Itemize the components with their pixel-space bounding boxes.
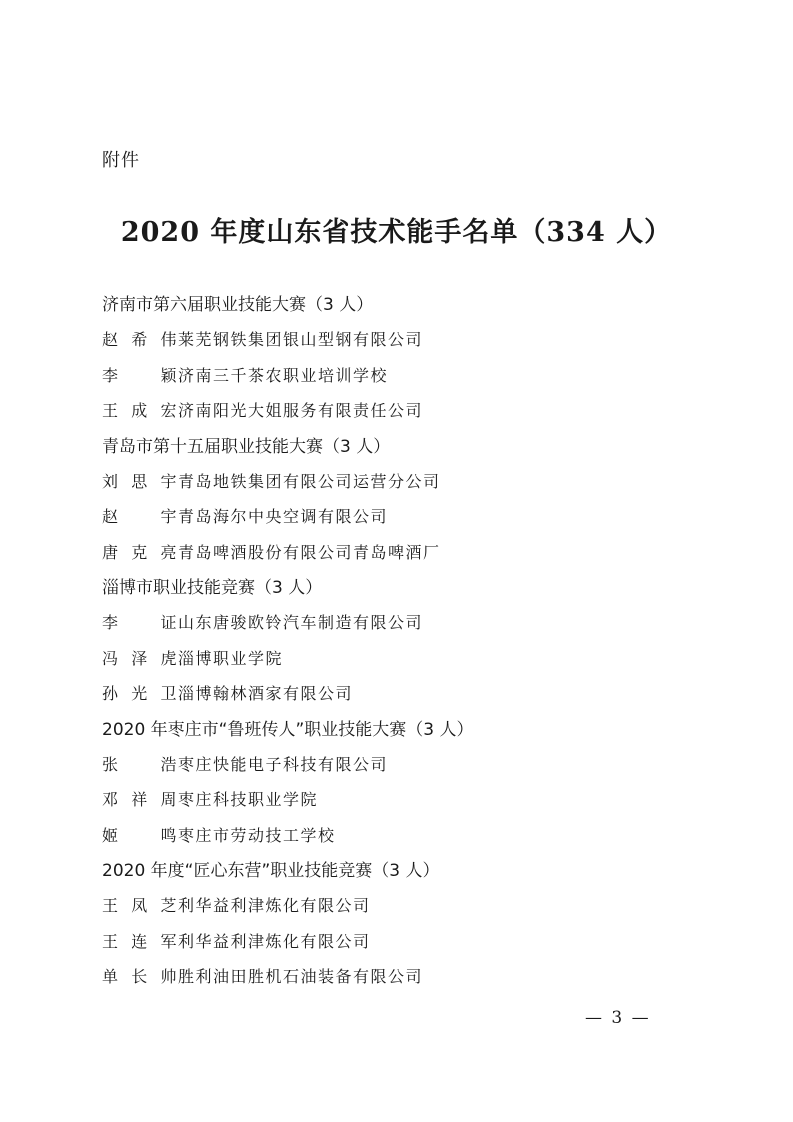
- section-title: 2020 年枣庄市“鲁班传人”职业技能大赛（3 人）: [102, 719, 474, 740]
- list-item: [102, 467, 702, 503]
- award-list: [102, 290, 702, 998]
- list-item: [102, 785, 702, 821]
- attachment-label: 附件: [102, 150, 140, 171]
- person-organization: 胜利油田胜机石油装备有限公司: [178, 967, 424, 986]
- person-name: 唐克亮: [102, 542, 178, 562]
- list-item: [102, 538, 702, 574]
- person-name: 张 浩: [102, 754, 178, 774]
- list-item: [102, 891, 702, 927]
- person-name: 赵 宇: [102, 507, 178, 526]
- person-name: 赵希伟: [102, 330, 178, 349]
- person-organization: 利华益利津炼化有限公司: [178, 896, 371, 915]
- person-organization: 枣庄快能电子科技有限公司: [178, 754, 389, 774]
- section-title: 青岛市第十五届职业技能大赛（3 人）: [102, 436, 391, 457]
- person-name: 王凤芝: [102, 896, 178, 915]
- person-organization: 济南阳光大姐服务有限责任公司: [178, 401, 424, 420]
- list-item: [102, 502, 702, 538]
- person-organization: 青岛啤酒股份有限公司青岛啤酒厂: [178, 542, 441, 562]
- person-name: 邓祥周: [102, 790, 178, 809]
- person-name: 王成宏: [102, 401, 178, 420]
- person-organization: 淄博翰林酒家有限公司: [178, 684, 354, 703]
- list-item: [102, 644, 702, 680]
- list-item: [102, 361, 702, 397]
- document-title: 2020 年度山东省技术能手名单（334 人）: [120, 217, 673, 248]
- person-organization: 利华益利津炼化有限公司: [178, 931, 371, 951]
- person-organization: 济南三千茶农职业培训学校: [178, 365, 389, 385]
- person-name: 李 颖: [102, 365, 178, 385]
- list-item: [102, 608, 702, 644]
- list-item: [102, 679, 702, 715]
- person-name: 姬 鸣: [102, 825, 178, 845]
- list-item: [102, 821, 702, 857]
- person-name: 王连军: [102, 931, 178, 951]
- person-name: 冯泽虎: [102, 648, 178, 668]
- person-name: 孙光卫: [102, 684, 178, 703]
- person-organization: 枣庄市劳动技工学校: [178, 825, 336, 845]
- section-title: 淄博市职业技能竞赛（3 人）: [102, 578, 323, 598]
- person-organization: 莱芜钢铁集团银山型钢有限公司: [178, 330, 424, 349]
- list-item: [102, 396, 702, 432]
- section-title: 2020 年度“匠心东营”职业技能竞赛（3 人）: [102, 861, 440, 881]
- person-organization: 青岛地铁集团有限公司运营分公司: [178, 471, 441, 491]
- person-name: 单长帅: [102, 967, 178, 986]
- list-item: [102, 325, 702, 361]
- person-name: 刘思宇: [102, 471, 178, 491]
- list-item: [102, 750, 702, 786]
- list-item: [102, 962, 702, 998]
- person-name: 李 证: [102, 613, 178, 632]
- person-organization: 枣庄科技职业学院: [178, 790, 319, 809]
- list-item: [102, 927, 702, 963]
- page-number: — 3 —: [585, 1008, 651, 1028]
- person-organization: 山东唐骏欧铃汽车制造有限公司: [178, 613, 424, 632]
- person-organization: 淄博职业学院: [178, 648, 284, 668]
- person-organization: 青岛海尔中央空调有限公司: [178, 507, 389, 526]
- section-title: 济南市第六届职业技能大赛（3 人）: [102, 295, 374, 315]
